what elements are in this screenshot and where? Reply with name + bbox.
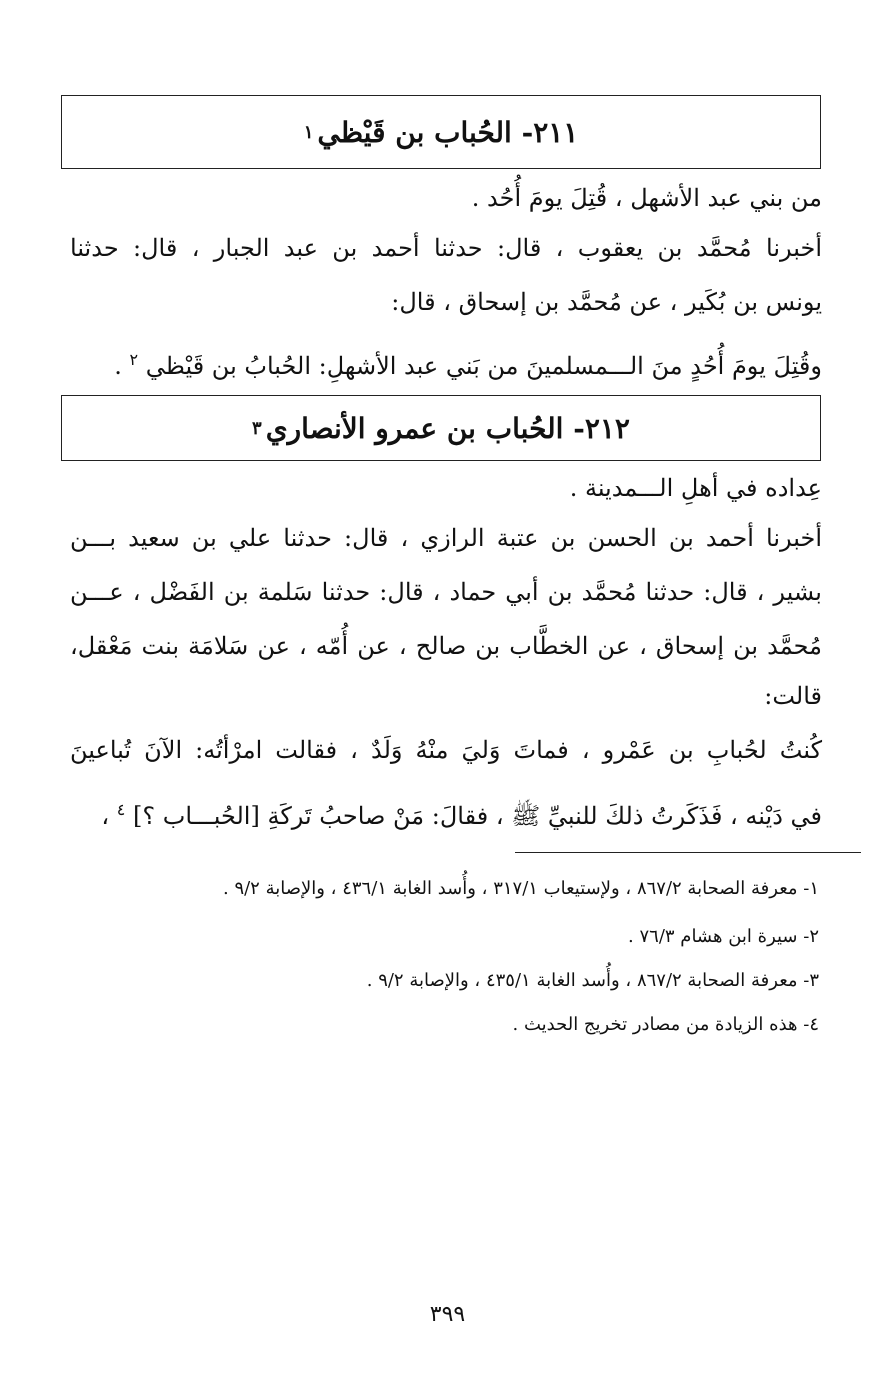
footnote-divider: [515, 852, 861, 853]
text-line: من بني عبد الأشهل ، قُتِلَ يومَ أُحُد .: [471, 184, 822, 212]
text-line-end: ،: [101, 802, 110, 830]
footnote-ref: ٤: [116, 800, 126, 819]
text-line: كُنتُ لحُبابِ بن عَمْرو ، فماتَ وَليَ منْهُ وَلَدٌ ، فقالت امرْأتُه: الآنَ تُباعينَ: [70, 736, 822, 764]
section-heading-211: [61, 95, 821, 169]
footnote-ref: ٢: [129, 350, 139, 369]
text-line: مُحمَّد بن إسحاق ، عن الخطَّاب بن صالح ، عن أُمّه ، عن سَلامَة بنت مَعْقل،: [70, 632, 823, 660]
text-line: [70, 340, 822, 386]
heading-footnote-ref: ٣: [252, 417, 262, 439]
text-line-body: في دَيْنه ، فَذَكَرتُ ذلكَ للنبيِّ ﷺ ، فقالَ: مَنْ صاحبُ تَركَةِ [الحُبـــاب ؟]: [133, 802, 822, 830]
footnote-2: ٢- سيرة ابن هشام ٧٦/٣ .: [628, 926, 819, 947]
section-heading-212: [61, 395, 821, 461]
page-number: ٣٩٩: [429, 1302, 466, 1327]
heading-footnote-ref: ١: [303, 121, 314, 143]
footnote-1: ١- معرفة الصحابة ٨٦٧/٢ ، ولإستيعاب ٣١٧/١ ، وأُسد الغابة ٤٣٦/١ ، والإصابة ٩/٢ .: [222, 878, 819, 899]
text-line: قالت:: [764, 682, 822, 710]
text-line: بشير ، قال: حدثنا مُحمَّد بن أبي حماد ، قال: حدثنا سَلمة بن الفَضْل ، عـــن: [70, 578, 822, 606]
footnote-4: ٤- هذه الزيادة من مصادر تخريج الحديث .: [512, 1014, 819, 1035]
text-line: أخبرنا مُحمَّد بن يعقوب ، قال: حدثنا أحمد بن عبد الجبار ، قال: حدثنا: [70, 234, 822, 262]
text-line: أخبرنا أحمد بن الحسن بن عتبة الرازي ، قال: حدثنا علي بن سعيد بـــن: [70, 524, 822, 552]
text-line: يونس بن بُكَير ، عن مُحمَّد بن إسحاق ، قال:: [391, 288, 822, 316]
text-line: [70, 790, 822, 836]
text-line-body: وقُتِلَ يومَ أُحُدٍ منَ الـــمسلمينَ من بَني عبد الأشهلِ: الحُبابُ بن قَيْظي: [145, 352, 822, 380]
text-line: عِداده في أهلِ الـــمدينة .: [569, 474, 822, 502]
heading-text: ٢١١- الحُباب بن قَيْظي: [317, 115, 579, 149]
footnote-3: ٣- معرفة الصحابة ٨٦٧/٢ ، وأُسد الغابة ٤٣٥/١ ، والإصابة ٩/٢ .: [366, 970, 819, 991]
text-line-end: .: [114, 352, 122, 380]
heading-text: ٢١٢- الحُباب بن عمرو الأنصاري: [265, 411, 630, 445]
